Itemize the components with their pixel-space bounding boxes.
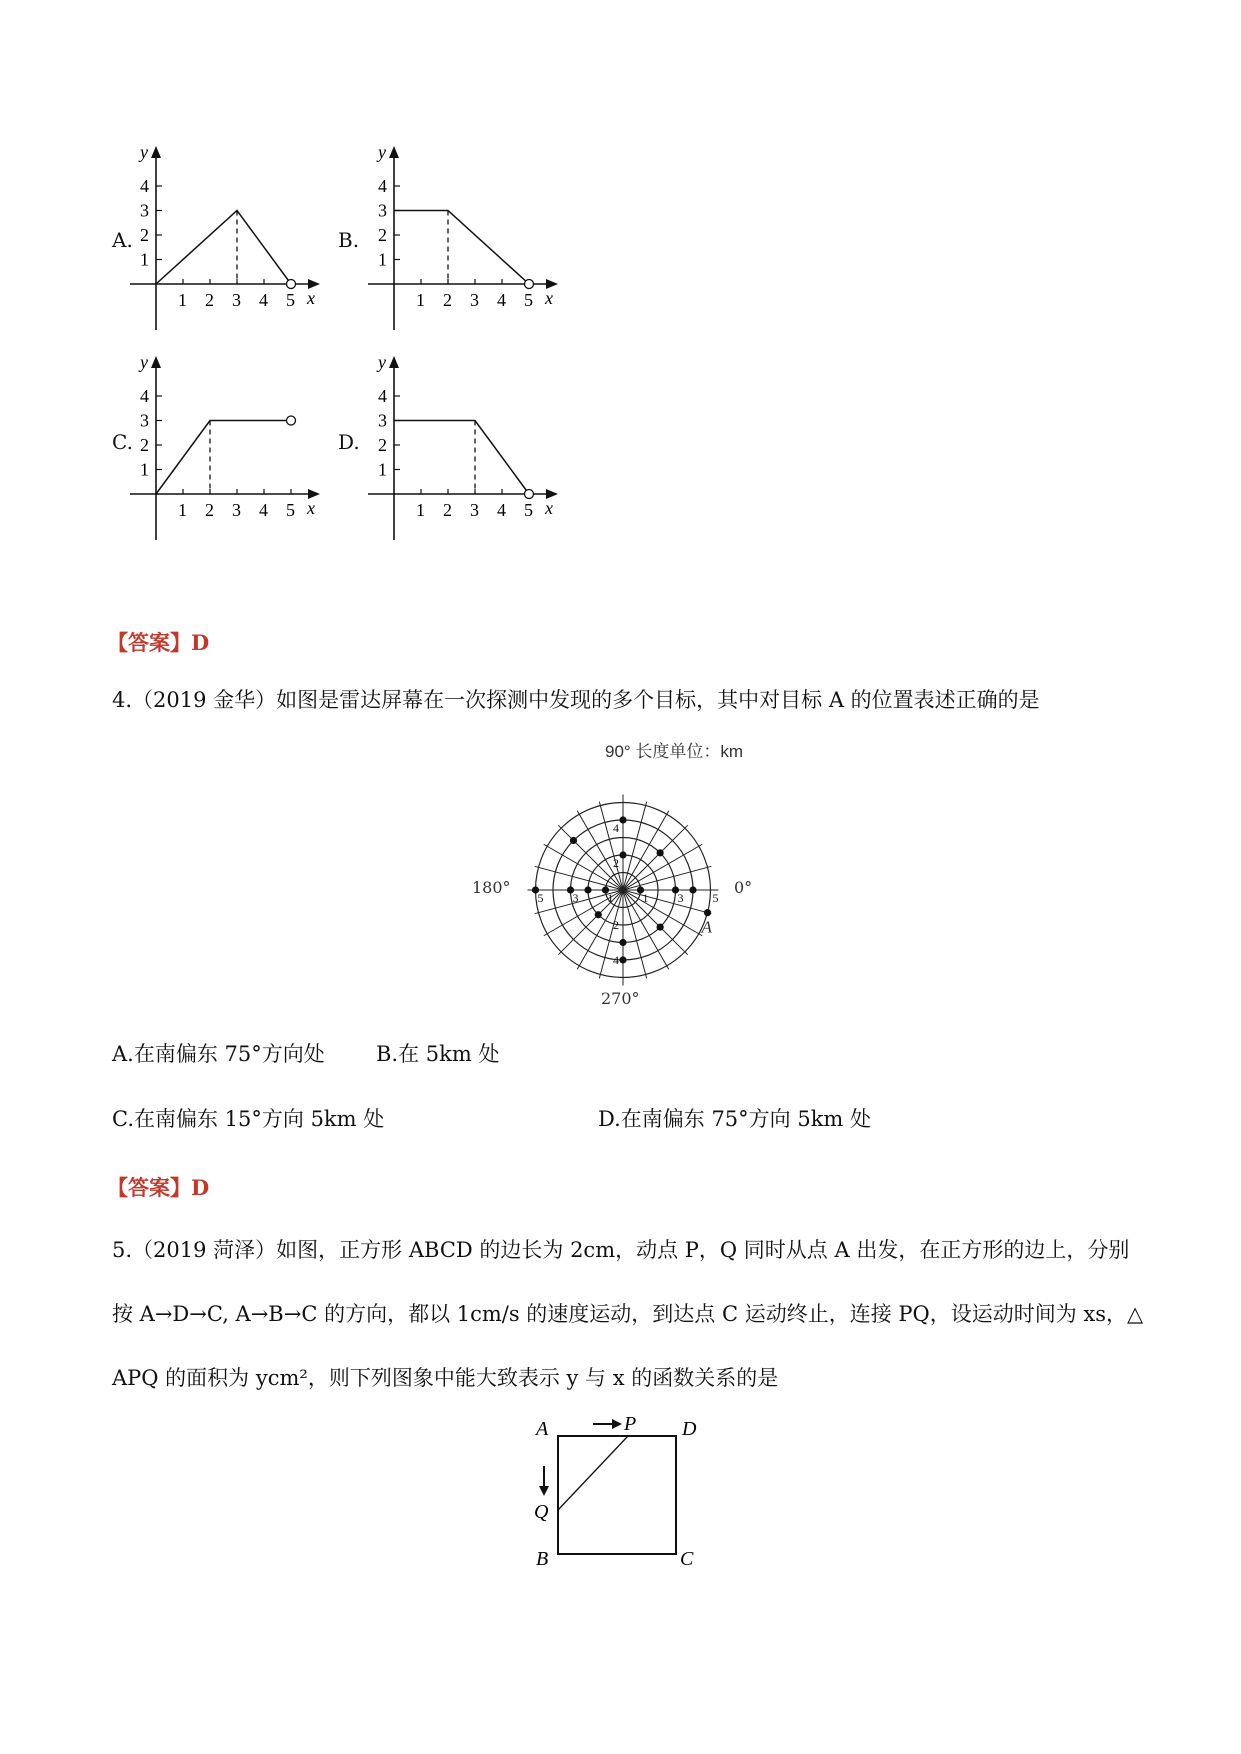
radar-target (657, 849, 664, 856)
radar-left-label: 180° (472, 878, 511, 897)
y-tick-label: 4 (378, 386, 387, 406)
graph-line (394, 211, 529, 285)
q4-answer-value: D (191, 1175, 210, 1200)
radar-right-label: 0° (734, 878, 753, 897)
graph-a (130, 140, 330, 340)
label-q: Q (534, 1501, 549, 1523)
q4-option-a: A.在南偏东 75°方向处 (112, 1042, 325, 1066)
radar-target (689, 886, 696, 893)
radar-ring-label-down: 2 (613, 918, 619, 932)
segment-pq (558, 1436, 628, 1510)
q4-answer (107, 1172, 209, 1202)
arrow-q-head (539, 1486, 549, 1496)
radar-ring-label-up: 4 (613, 821, 619, 835)
x-axis-label: x (545, 288, 553, 308)
q5-line-2: 按 A→D→C, A→B→C 的方向，都以 1cm/s 的速度运动，到达点 C 运动终止，连接 PQ，设运动时间为 xs，△ (112, 1302, 1144, 1326)
y-tick-label: 4 (378, 176, 387, 196)
y-tick-label: 4 (140, 386, 149, 406)
radar-target (619, 816, 626, 823)
radar-top-label: 90° 长度单位：km (605, 742, 744, 761)
radar-target (619, 851, 626, 858)
radar-screen (470, 735, 770, 1015)
y-axis-label: y (140, 352, 148, 372)
radar-target (619, 956, 626, 963)
radar-ring-label-up: 2 (613, 856, 619, 870)
label-a: A (536, 1418, 549, 1440)
radar-target (704, 909, 711, 916)
y-tick-label: 1 (378, 459, 387, 480)
x-tick-label: 3 (470, 500, 479, 520)
x-tick-label: 5 (286, 290, 295, 310)
arrow-p-head (612, 1419, 622, 1429)
radar-ring-label-left: 1 (607, 891, 614, 905)
radar-spoke (544, 844, 623, 890)
y-axis-label: y (140, 142, 148, 162)
graph-b-label: B. (338, 228, 360, 252)
open-end-point (287, 416, 296, 425)
q3-answer-bracket: 【答案】 (107, 630, 191, 655)
open-end-point (525, 280, 534, 289)
open-end-point (287, 280, 296, 289)
x-tick-label: 1 (178, 500, 187, 520)
y-tick-label: 3 (378, 200, 387, 221)
square-figure (530, 1410, 720, 1570)
graph-c-label: C. (112, 430, 133, 454)
y-tick-label: 4 (140, 176, 149, 196)
square-diagram (530, 1410, 720, 1570)
x-tick-label: 5 (524, 500, 533, 520)
q3-answer-value: D (191, 630, 210, 655)
x-tick-label: 3 (232, 290, 241, 310)
x-tick-label: 2 (443, 290, 452, 310)
radar-figure (470, 735, 770, 1015)
y-tick-label: 1 (140, 249, 149, 270)
y-axis-label: y (378, 142, 386, 162)
radar-target (570, 837, 577, 844)
y-axis-arrow (389, 146, 399, 158)
radar-ring-label-down: 4 (613, 953, 619, 967)
y-tick-label: 1 (140, 459, 149, 480)
x-axis-label: x (307, 288, 315, 308)
q4-answer-bracket: 【答案】 (107, 1175, 191, 1200)
x-tick-label: 4 (259, 500, 268, 520)
label-c: C (680, 1548, 694, 1570)
graph-c (130, 350, 330, 550)
q4-option-c: C.在南偏东 15°方向 5km 处 (112, 1107, 385, 1131)
x-tick-label: 4 (497, 290, 506, 310)
radar-ring-label-right: 5 (712, 891, 719, 905)
x-tick-label: 2 (443, 500, 452, 520)
graph-d (368, 350, 568, 550)
radar-target (657, 924, 664, 931)
x-tick-label: 3 (232, 500, 241, 520)
label-b: B (536, 1548, 549, 1570)
y-tick-label: 3 (140, 410, 149, 431)
label-p: P (624, 1413, 637, 1435)
x-tick-label: 4 (497, 500, 506, 520)
x-tick-label: 1 (178, 290, 187, 310)
y-tick-label: 3 (140, 200, 149, 221)
x-tick-label: 5 (286, 500, 295, 520)
square-abcd (558, 1436, 676, 1554)
graph-line (156, 211, 291, 285)
graph-line (156, 421, 291, 495)
q5-line-1: 5.（2019 菏泽）如图，正方形 ABCD 的边长为 2cm，动点 P，Q 同时从点 A 出发，在正方形的边上，分别 (112, 1238, 1130, 1262)
radar-spoke (623, 825, 688, 890)
x-tick-label: 3 (470, 290, 479, 310)
q4-option-b: B.在 5km 处 (376, 1042, 500, 1066)
radar-ring-label-left: 3 (572, 891, 579, 905)
radar-ring-label-left: 5 (537, 891, 544, 905)
y-tick-label: 2 (140, 435, 149, 455)
y-axis-arrow (151, 356, 161, 368)
y-axis-arrow (389, 356, 399, 368)
y-tick-label: 2 (378, 435, 387, 455)
graph-d-label: D. (338, 430, 360, 454)
radar-bottom-label: 270° (601, 989, 640, 1008)
radar-ring-label-right: 1 (642, 891, 649, 905)
y-axis-arrow (151, 146, 161, 158)
graph-b (368, 140, 568, 340)
target-a-label: A (701, 917, 712, 937)
x-tick-label: 4 (259, 290, 268, 310)
x-tick-label: 1 (416, 290, 425, 310)
q5-line-3: APQ 的面积为 ycm²，则下列图象中能大致表示 y 与 x 的函数关系的是 (112, 1366, 779, 1390)
radar-target (584, 886, 591, 893)
y-tick-label: 3 (378, 410, 387, 431)
graph-line (394, 421, 529, 495)
radar-target (595, 911, 602, 918)
radar-ring-label-right: 3 (677, 891, 684, 905)
y-tick-label: 2 (140, 225, 149, 245)
q3-answer (107, 627, 209, 657)
x-tick-label: 2 (205, 290, 214, 310)
open-end-point (525, 490, 534, 499)
radar-target (619, 939, 626, 946)
y-tick-label: 2 (378, 225, 387, 245)
label-d: D (682, 1418, 697, 1440)
q3-graph-grid (100, 140, 660, 600)
x-tick-label: 5 (524, 290, 533, 310)
x-tick-label: 2 (205, 500, 214, 520)
y-axis-label: y (378, 352, 386, 372)
q4-stem: 4.（2019 金华）如图是雷达屏幕在一次探测中发现的多个目标，其中对目标 A 的位置表述正确的是 (112, 688, 1040, 712)
graph-a-label: A. (112, 228, 133, 252)
x-tick-label: 1 (416, 500, 425, 520)
x-axis-label: x (307, 498, 315, 518)
y-tick-label: 1 (378, 249, 387, 270)
q4-option-d: D.在南偏东 75°方向 5km 处 (598, 1107, 872, 1131)
x-axis-label: x (545, 498, 553, 518)
